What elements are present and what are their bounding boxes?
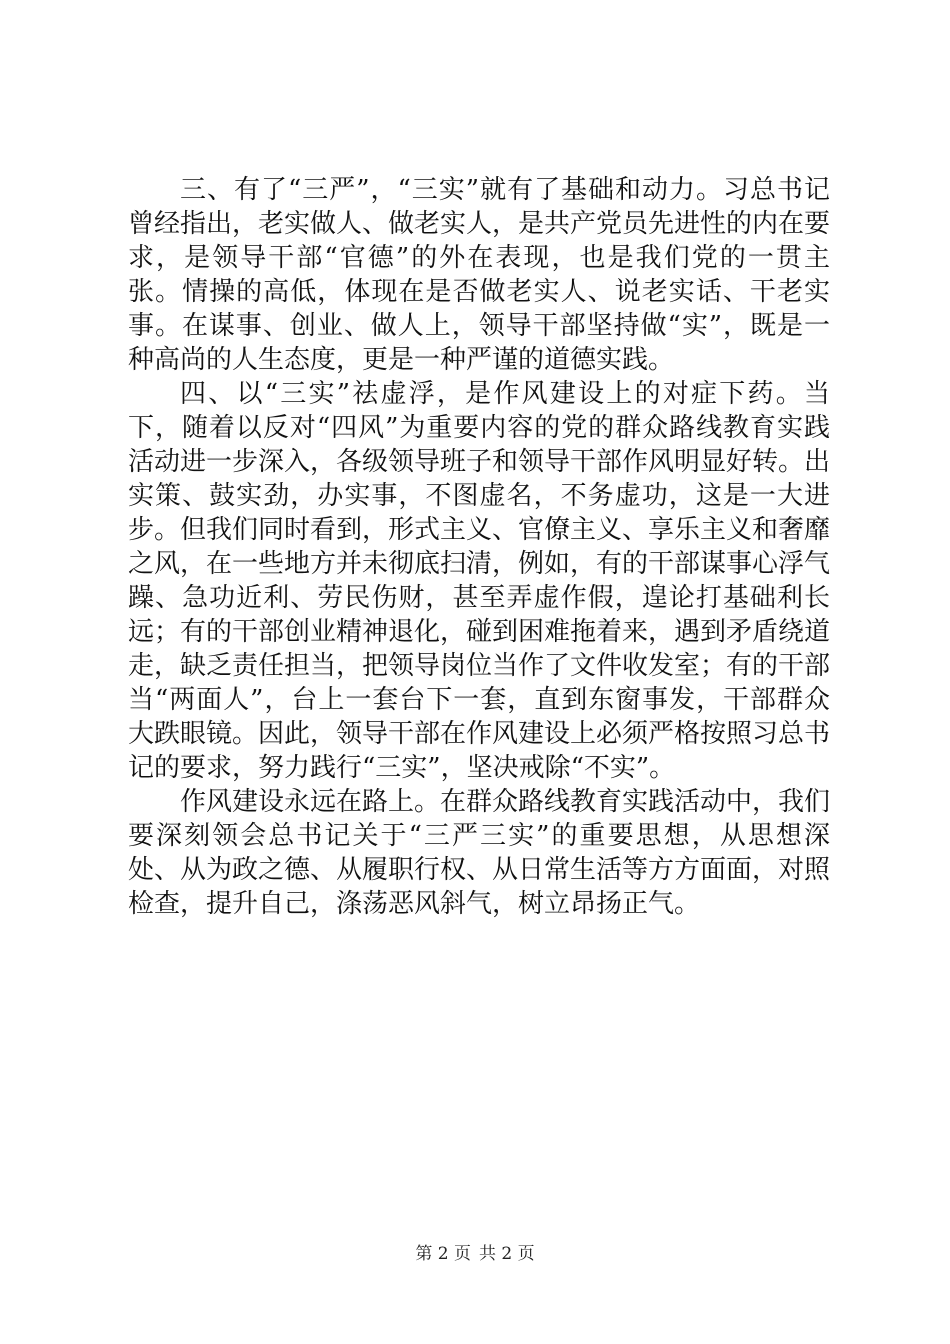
page-number-current: 第 2 页 <box>415 1244 471 1264</box>
page-number-total: 共 2 页 <box>479 1244 535 1264</box>
document-body <box>128 173 830 921</box>
paragraph-conclusion: 作风建设永远在路上。在群众路线教育实践活动中，我们要深刻领会总书记关于“三严三实”的重要思想，从思想深处、从为政之德、从履职行权、从日常生活等方方面面，对照检查，提升自己，涤荡恶风斜气，树立昂扬正气。 <box>128 787 831 919</box>
paragraph-four-solid: 四、以“三实”祛虚浮，是作风建设上的对症下药。当下，随着以反对“四风”为重要内容的党的群众路线教育实践活动进一步深入，各级领导班子和领导干部作风明显好转。出实策、鼓实劲，办实事，不图虚名，不务虚功，这是一大进步。但我们同时看到，形式主义、官僚主义、享乐主义和奢靡之风，在一些地方并未彻底扫清，例如，有的干部谋事心浮气躁、急功近利、劳民伤财，甚至弄虚作假，遑论打基础利长远；有的干部创业精神退化，碰到困难拖着来，遇到矛盾绕道走，缺乏责任担当，把领导岗位当作了文件收发室；有的干部当“两面人”，台上一套台下一套，直到东窗事发，干部群众大跌眼镜。因此，领导干部在作风建设上必须严格按照习总书记的要求，努力践行“三实”，坚决戒除“不实”。 <box>128 379 831 783</box>
page-footer <box>0 1243 950 1265</box>
paragraph-three-strict: 三、有了“三严”，“三实”就有了基础和动力。习总书记曾经指出，老实做人、做老实人，是共产党员先进性的内在要求，是领导干部“官德”的外在表现，也是我们党的一贯主张。情操的高低，体现在是否做老实人、说老实话、干老实事。在谋事、创业、做人上，领导干部坚持做“实”，既是一种高尚的人生态度，更是一种严谨的道德实践。 <box>128 175 831 375</box>
